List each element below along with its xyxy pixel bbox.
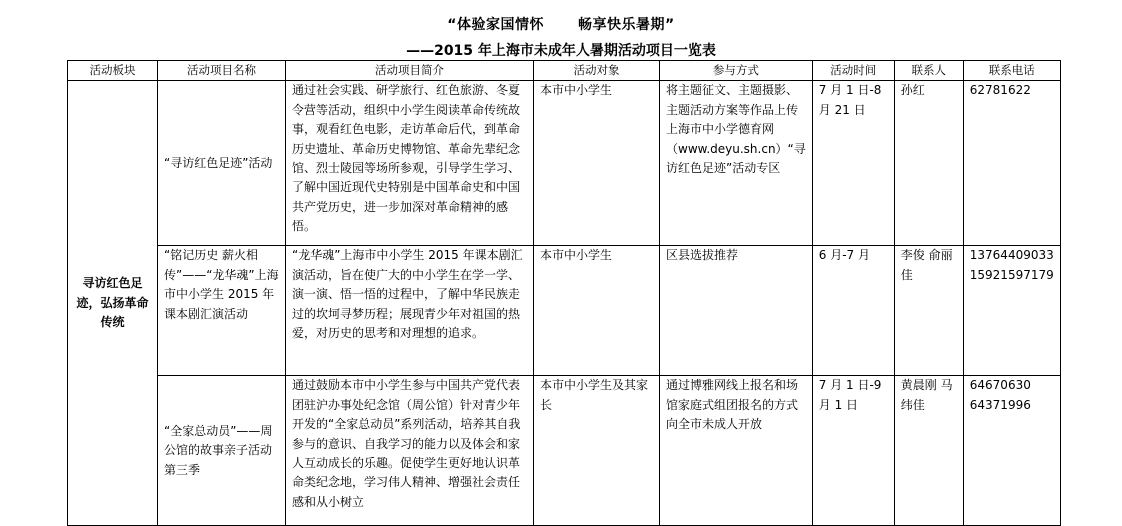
activity-intro: 通过鼓励本市中小学生参与中国共产党代表团驻沪办事处纪念馆（周公馆）针对青少年开发的“全家总动员”系列活动，培养其自我参与的意识、自我学习的能力以及体会和家人互动成长的乐趣。促使学生更好地认识革命类纪念地，学习伟人精神、增强社会责任感和从小树立 [286,376,534,526]
activity-target: 本市中小学生 [534,81,660,246]
activity-time: 7 月 1 日-8 月 21 日 [812,81,894,246]
activity-intro: “龙华魂”上海市中小学生 2015 年课本剧汇演活动，旨在使广大的中小学生在学一学、演一演、悟一悟的过程中，了解中华民族走过的坎坷寻梦历程；展现青少年对祖国的热爱，对历史的思考和对理想的追求。 [286,246,534,376]
activity-phone: 62781622 [963,81,1060,246]
header-sector: 活动板块 [68,61,158,81]
activity-target: 本市中小学生 [534,246,660,376]
activity-method: 将主题征文、主题摄影、主题活动方案等作品上传上海市中小学德育网（www.deyu.sh.cn）“寻访红色足迹”活动专区 [660,81,813,246]
sector-cell: 寻访红色足迹，弘扬革命传统 [68,81,158,526]
header-intro: 活动项目简介 [286,61,534,81]
header-time: 活动时间 [812,61,894,81]
activity-method: 通过博雅网线上报名和场馆家庭式组团报名的方式向全市未成人开放 [660,376,813,526]
document-title [0,14,1122,34]
title-part-b: 畅享快乐暑期” [578,17,675,33]
header-row [68,61,1061,81]
table-row [68,376,1061,526]
activity-target: 本市中小学生及其家长 [534,376,660,526]
activity-contact: 黄晨刚 马纬佳 [894,376,963,526]
activity-name: “铭记历史 薪火相传”——“龙华魂”上海市中小学生 2015 年课本剧汇演活动 [158,246,286,376]
activity-name: “寻访红色足迹”活动 [158,81,286,246]
activity-contact: 李俊 俞丽佳 [894,246,963,376]
activity-phone: 13764409033 15921597179 [963,246,1060,376]
header-contact: 联系人 [894,61,963,81]
activity-time: 6 月-7 月 [812,246,894,376]
activity-phone: 64670630 64371996 [963,376,1060,526]
title-part-a: “体验家国情怀 [447,17,544,33]
table-row [68,246,1061,376]
header-phone: 联系电话 [963,61,1060,81]
header-target: 活动对象 [534,61,660,81]
activity-intro: 通过社会实践、研学旅行、红色旅游、冬夏令营等活动，组织中小学生阅读革命传统故事，观看红色电影，走访革命后代，到革命历史遗址、革命历史博物馆、革命先辈纪念馆、烈士陵园等场所参观，引导学生学习、了解中国近现代史特别是中国革命史和中国共产党历史，进一步加深对革命精神的感悟。 [286,81,534,246]
header-method: 参与方式 [660,61,813,81]
header-name: 活动项目名称 [158,61,286,81]
activity-name: “全家总动员”——周公馆的故事亲子活动第三季 [158,376,286,526]
activity-time: 7 月 1 日-9 月 1 日 [812,376,894,526]
activity-method: 区县选拔推荐 [660,246,813,376]
activity-contact: 孙红 [894,81,963,246]
table-row [68,81,1061,246]
activity-table [67,60,1061,526]
document-subtitle: ——2015 年上海市未成年人暑期活动项目一览表 [406,43,716,59]
